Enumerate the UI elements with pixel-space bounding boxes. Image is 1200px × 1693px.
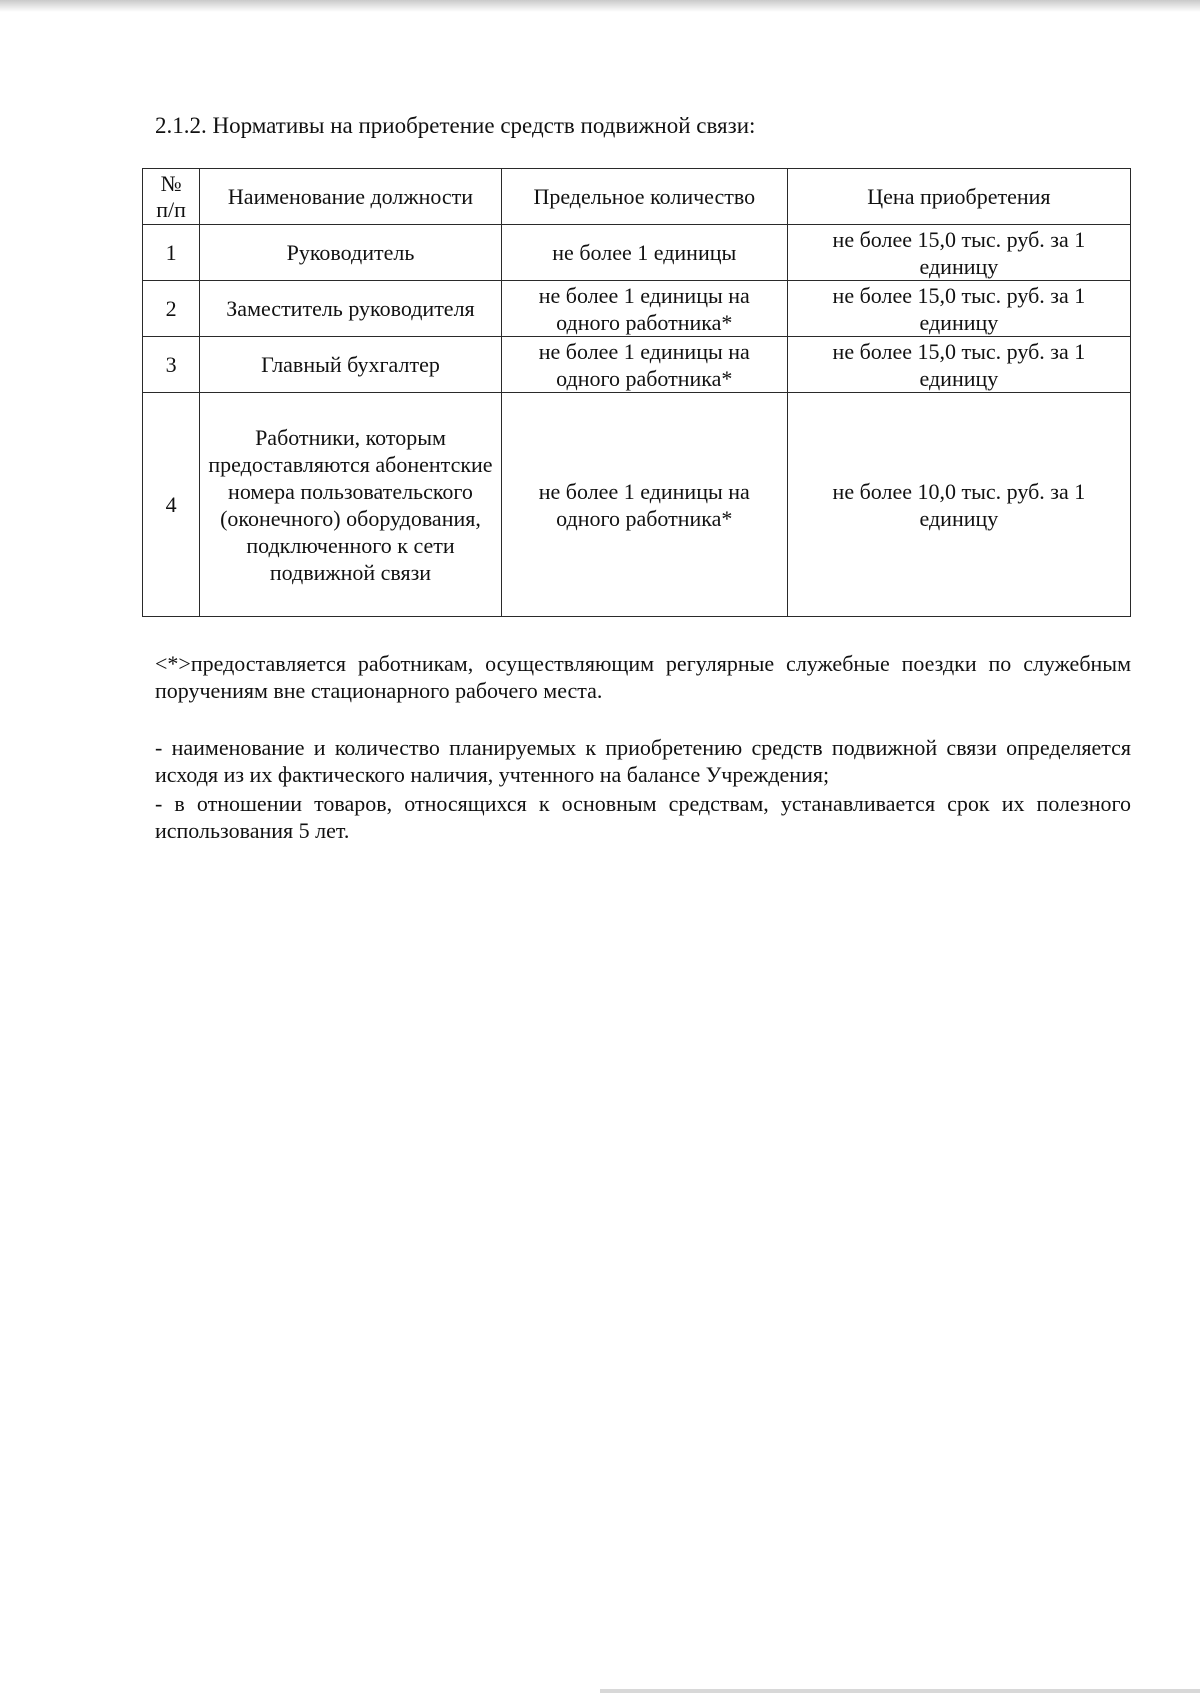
- section-heading: 2.1.2. Нормативы на приобретение средств подвижной связи:: [155, 113, 756, 138]
- norms-table: [142, 168, 1131, 617]
- table-row: [143, 225, 1131, 281]
- cell-position: Работники, которым предоставляются абонентские номера пользовательского (оконечного) оборудования, подключенного к сети подвижной связи: [200, 393, 502, 617]
- cell-price: не более 15,0 тыс. руб. за 1 единицу: [787, 225, 1130, 281]
- cell-num: 3: [143, 337, 200, 393]
- header-price: Цена приобретения: [787, 169, 1130, 225]
- scan-top-edge: [0, 0, 1200, 12]
- table-row: [143, 393, 1131, 617]
- cell-position: Руководитель: [200, 225, 502, 281]
- bullet-item: - наименование и количество планируемых к приобретению средств подвижной связи определяется исходя из их фактического наличия, учтенного на балансе Учреждения;: [155, 735, 1131, 787]
- header-num: № п/п: [143, 169, 200, 225]
- cell-quantity: не более 1 единицы: [501, 225, 787, 281]
- table-header-row: [143, 169, 1131, 225]
- cell-position: Главный бухгалтер: [200, 337, 502, 393]
- bullet-item: - в отношении товаров, относящихся к основным средствам, устанавливается срок их полезного использования 5 лет.: [155, 791, 1131, 843]
- table-row: [143, 337, 1131, 393]
- cell-price: не более 15,0 тыс. руб. за 1 единицу: [787, 337, 1130, 393]
- cell-price: не более 15,0 тыс. руб. за 1 единицу: [787, 281, 1130, 337]
- cell-position: Заместитель руководителя: [200, 281, 502, 337]
- cell-quantity: не более 1 единицы на одного работника*: [501, 337, 787, 393]
- cell-num: 1: [143, 225, 200, 281]
- cell-price: не более 10,0 тыс. руб. за 1 единицу: [787, 393, 1130, 617]
- cell-num: 2: [143, 281, 200, 337]
- cell-num: 4: [143, 393, 200, 617]
- footnote-text: <*>предоставляется работникам, осуществляющим регулярные служебные поездки по служебным поручениям вне стационарного рабочего места.: [155, 651, 1131, 703]
- cell-quantity: не более 1 единицы на одного работника*: [501, 281, 787, 337]
- table-row: [143, 281, 1131, 337]
- header-quantity: Предельное количество: [501, 169, 787, 225]
- scan-bottom-edge: [600, 1689, 1200, 1693]
- header-position: Наименование должности: [200, 169, 502, 225]
- cell-quantity: не более 1 единицы на одного работника*: [501, 393, 787, 617]
